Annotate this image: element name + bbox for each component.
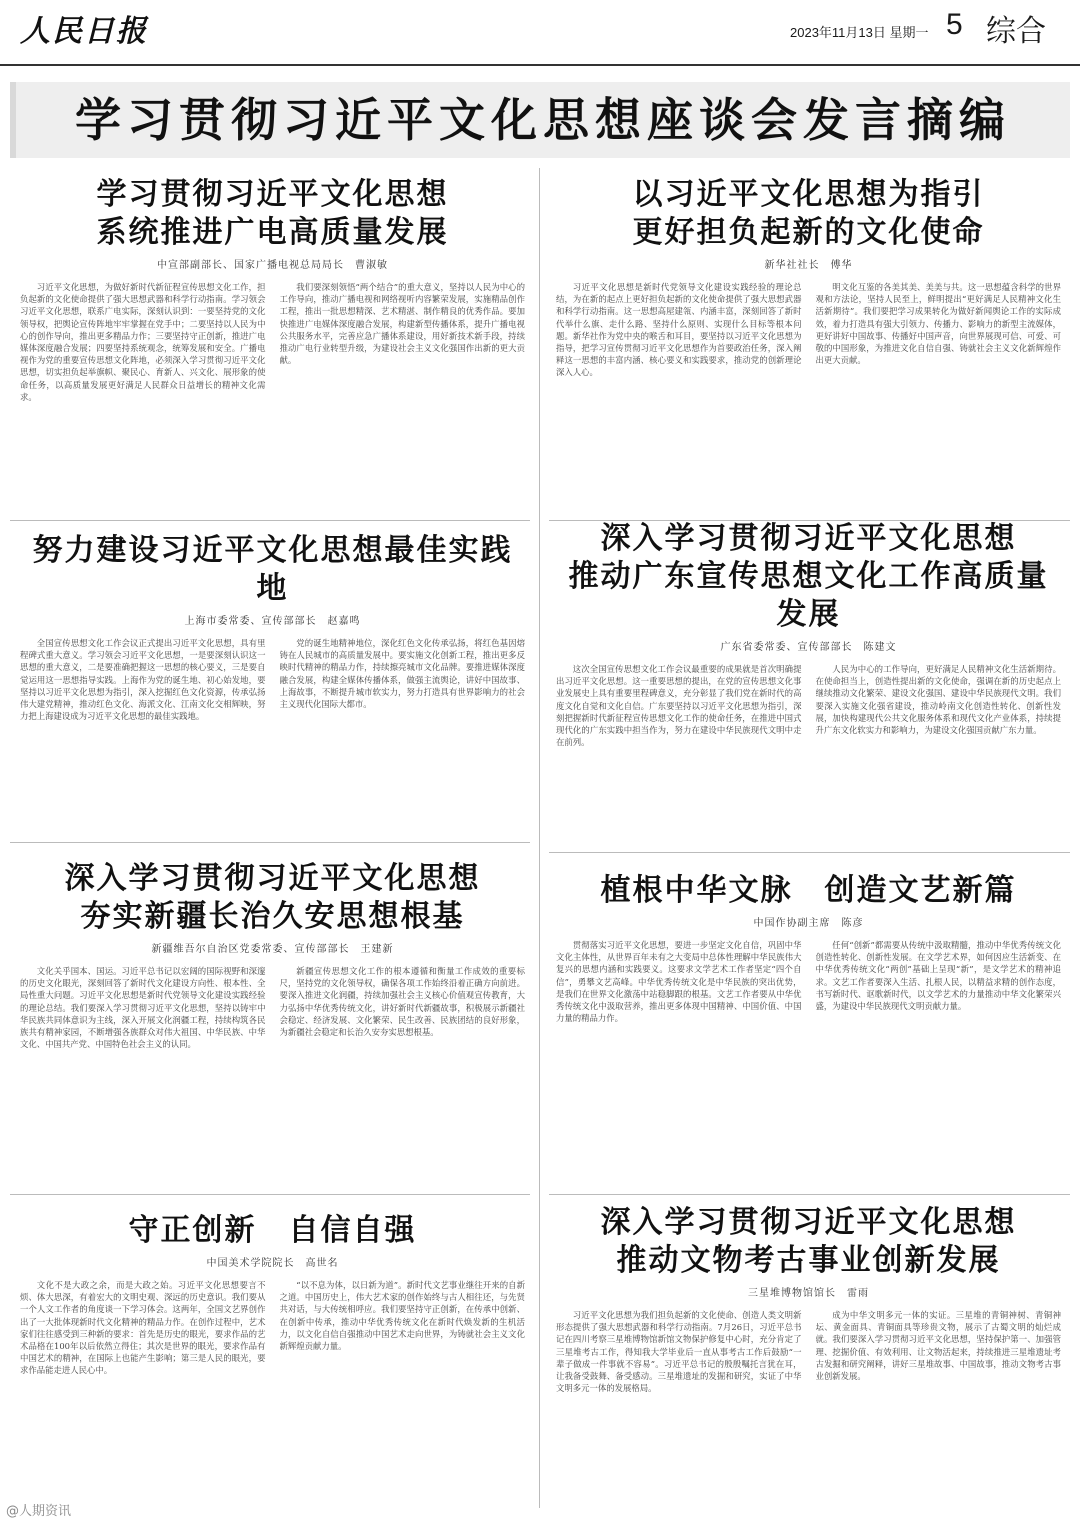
article-text: 全国宣传思想文化工作会议正式提出习近平文化思想，具有里程碑式重大意义。学习领会习近平文化思想，一是要深刻认识这一思想的重大意义，二是要准确把握这一思想的核心要义，三是要自觉运用这一思想指导实践。上海作为党的诞生地、初心始发地，要坚持以习近平文化思想为指引，深入挖掘红色文化资源，传承弘扬伟大建党精神，推动红色文化、海派文化、江南文化交相辉映，努力把上海建设成为习近平文化思想的最佳实践地。 [20, 638, 266, 722]
article-xinhua [556, 176, 1061, 510]
article-title-line2: 更好担负起新的文化使命 [632, 215, 985, 250]
banner-title: 学习贯彻习近平文化思想座谈会发言摘编 [75, 93, 1011, 147]
article-zuoxie [556, 872, 1061, 1184]
article-text: 我们要深刻领悟“两个结合”的重大意义，坚持以人民为中心的工作导向，推动广播电视和网络视听内容繁荣发展，实施精品创作工程，推出一批思想精深、艺术精湛、制作精良的优秀作品。要加快推进广电媒体深度融合发展，构建新型传播体系，提升广播电视公共服务水平，完善应急广播体系建设，用好新技术新手段，持续推动广电行业转型升级，为建设社会主义文化强国作出新的更大贡献。 [279, 282, 525, 366]
article-text: 明文化互鉴的各美其美、美美与共。这一思想蕴含科学的世界观和方法论，坚持人民至上，鲜明提出“更好满足人民精神文化生活新期待”。我们要把学习成果转化为做好新闻舆论工作的实际成效，着力打造具有强大引领力、传播力、影响力的新型主流媒体，更好讲好中国故事、传播好中国声音，向世界展现可信、可爱、可敬的中国形象，为推进文化自信自强、铸就社会主义文化新辉煌作出更大贡献。 [815, 282, 1061, 366]
article-byline: 三星堆博物馆馆长 雷雨 [748, 1288, 869, 1299]
article-text: 新疆宣传思想文化工作的根本遵循和衡量工作成效的重要标尺，坚持党的文化领导权，确保各项工作始终沿着正确方向前进。要深入推进文化润疆，持续加强社会主义核心价值观宣传教育，大力弘扬中华优秀传统文化，讲好新时代新疆故事，积极展示新疆社会稳定、经济发展、文化繁荣、民生改善、民族团结的良好形象，为新疆社会稳定和长治久安夯实思想根基。 [279, 966, 525, 1038]
article-title-line2: 夯实新疆长治久安思想根基 [80, 899, 465, 934]
article-shanghai [20, 532, 525, 832]
section-divider [549, 1194, 1070, 1195]
article-byline: 新华社社长 傅华 [764, 260, 853, 271]
article-text: 这次全国宣传思想文化工作会议最重要的成果就是首次明确提出习近平文化思想。这一重要思想的提出，在党的宣传思想文化事业发展史上具有重要里程碑意义，充分彰显了我们党在新时代的高度文化自觉和文化自信。广东要坚持以习近平文化思想为指引，深刻把握新时代新征程宣传思想文化工作的使命任务，在推进中国式现代化的广东实践中担当作为，努力在建设中华民族现代文明中走在前列。 [556, 664, 802, 748]
article-byline: 中国美术学院院长 高世名 [206, 1258, 339, 1269]
article-title-line1: 以习近平文化思想为指引 [632, 177, 985, 212]
article-title-line1: 守正创新 自信自强 [128, 1213, 417, 1248]
article-text: “以不息为体，以日新为道”。新时代文艺事业继往开来的自新之道。中国历史上，伟大艺术家的创作始终与古人相往还，与先贤共对话，与大传统相呼应。我们要坚持守正创新，在传承中创新、在创新中传承，推动中华优秀传统文化在新时代焕发新的生机活力，以文化自信自强推动中国艺术走向世界，为铸就社会主义文化新辉煌贡献力量。 [279, 1280, 525, 1352]
article-text: 任何“创新”都需要从传统中汲取精髓，推动中华优秀传统文化创造性转化、创新性发展。在文学艺术界，如何因应生活新变、在中华优秀传统文化“两创”基础上呈现“新”，是文学艺术的精神追求。文艺工作者要深入生活、扎根人民，以精益求精的创作态度，书写新时代、讴歌新时代，以文学艺术的力量推动中华文化繁荣兴盛，为建设中华民族现代文明贡献力量。 [815, 940, 1061, 1012]
article-sanxingdui [556, 1204, 1061, 1508]
article-title-line2: 推动文物考古事业创新发展 [616, 1243, 1001, 1278]
article-guangdong [556, 520, 1061, 842]
article-title-line1: 深入学习贯彻习近平文化思想 [600, 1205, 1017, 1240]
section-divider [10, 520, 530, 521]
article-xinjiang [20, 860, 525, 1184]
issue-date: 2023年11月13日 星期一 [790, 25, 929, 40]
page-banner [10, 82, 1070, 158]
article-byline: 广东省委常委、宣传部部长 陈建文 [720, 642, 897, 653]
article-title-line1: 植根中华文脉 创造文艺新篇 [600, 873, 1017, 908]
article-text: 文化不是大政之余，而是大政之始。习近平文化思想要言不烦、体大思深，有着宏大的文明史观、深远的历史意识。我们要从一个人文工作者的角度谈一下学习体会。这两年，全国文艺界创作出了一大批体现新时代文化精神的精品力作。在创作过程中，艺术家们往往感受到三种新的要求：首先是历史的眼光，要求作品的艺术品格在100年以后依然立得住；其次是世界的眼光，要求作品有中国艺术的精神，在国际上也能产生影响；第三是人民的眼光，要求作品能走进人民心中。 [20, 1280, 266, 1376]
article-text: 习近平文化思想，为做好新时代新征程宣传思想文化工作，担负起新的文化使命提供了强大思想武器和科学行动指南。学习领会习近平文化思想，联系广电实际，深刻认识到：一要坚持党的文化领导权，把舆论宣传阵地牢牢掌握在党手中；二要坚持以人民为中心的创作导向，推出更多精品力作；三要坚持守正创新，推进广电媒体深度融合发展；四要坚持系统观念，统筹发展和安全。广播电视作为党的重要宣传思想文化阵地，必须深入学习贯彻习近平文化思想，切实担负起举旗帜、聚民心、育新人、兴文化、展形象的使命任务，以高质量发展更好满足人民群众日益增长的精神文化需求。 [20, 282, 266, 402]
article-title-line1: 深入学习贯彻习近平文化思想 [600, 521, 1017, 556]
article-title-line2: 系统推进广电高质量发展 [96, 215, 449, 250]
article-text: 党的诞生地精神地位，深化红色文化传承弘扬，将红色基因熔铸在人民城市的高质量发展中。要实施文化创新工程，推出更多反映时代精神的精品力作，持续擦亮城市文化品牌。要推进媒体深度融合发展，构建全媒体传播体系，做强主流舆论，讲好中国故事、上海故事，不断提升城市软实力，努力打造具有世界影响力的社会主义现代化国际大都市。 [279, 638, 525, 710]
article-title-line1: 努力建设习近平文化思想最佳实践地 [32, 533, 513, 606]
masthead [0, 0, 1080, 66]
article-byline: 中国作协副主席 陈彦 [753, 918, 864, 929]
article-byline: 中宣部副部长、国家广播电视总局局长 曹淑敏 [157, 260, 388, 271]
article-byline: 新疆维吾尔自治区党委常委、宣传部部长 王建新 [151, 944, 394, 955]
article-text: 人民为中心的工作导向，更好满足人民精神文化生活新期待。在使命担当上，创造性提出新的文化使命，强调在新的历史起点上继续推动文化繁荣、建设文化强国、建设中华民族现代文明。我们要深入实施文化强省建设，推动岭南文化创造性转化、创新性发展，加快构建现代公共文化服务体系和现代文化产业体系，持续提升广东文化软实力和影响力，为建设文化强国贡献广东力量。 [815, 664, 1061, 736]
article-byline: 上海市委常委、宣传部部长 赵嘉鸣 [184, 616, 361, 627]
source-watermark: @人期资讯 [6, 1504, 72, 1519]
article-guangdian [20, 176, 525, 510]
article-text: 贯彻落实习近平文化思想，要进一步坚定文化自信，巩固中华文化主体性，从世界百年未有之大变局中总体性理解中华民族伟大复兴的思想内涵和实践要义。这要求文学艺术工作者坚定“四个自信”，勇攀文艺高峰。中华优秀传统文化是中华民族的突出优势，是我们在世界文化激荡中站稳脚跟的根基。文艺工作者要从中华优秀传统文化中汲取营养，推出更多体现中国精神、中国价值、中国力量的精品力作。 [556, 940, 802, 1024]
article-title-line2: 推动广东宣传思想文化工作高质量发展 [568, 559, 1049, 632]
article-title-line1: 学习贯彻习近平文化思想 [96, 177, 449, 212]
article-text: 习近平文化思想为我们担负起新的文化使命、创造人类文明新形态提供了强大思想武器和科学行动指南。7月26日，习近平总书记在四川考察三星堆博物馆新馆文物保护修复中心时，充分肯定了三星堆考古工作，得知我大学毕业后一直从事考古工作后鼓励“一辈子做成一件事就不容易”。习近平总书记的殷殷嘱托言犹在耳，让我备受鼓舞、备受感动。三星堆遗址的发掘和研究，实证了中华文明多元一体的发展格局。 [556, 1310, 802, 1394]
article-text: 成为中华文明多元一体的实证。三星堆的青铜神树、青铜神坛、黄金面具、青铜面具等珍贵文物，展示了古蜀文明的灿烂成就。我们要深入学习贯彻习近平文化思想，坚持保护第一、加强管理、挖掘价值、有效利用、让文物活起来，持续推进三星堆遗址考古发掘和研究阐释，讲好三星堆故事、中国故事，推动文物考古事业创新发展。 [815, 1310, 1061, 1382]
section-divider [10, 1194, 530, 1195]
page-number: 5 [946, 8, 963, 41]
newspaper-logo: 人民日报 [20, 14, 148, 49]
article-title-line1: 深入学习贯彻习近平文化思想 [64, 861, 481, 896]
column-divider [539, 168, 540, 1508]
article-text: 文化关乎国本、国运。习近平总书记以宏阔的国际视野和深邃的历史文化眼光，深刻回答了新时代文化建设方向性、根本性、全局性重大问题。习近平文化思想是新时代党领导文化建设实践经验的理论总结。我们要深入学习贯彻习近平文化思想，坚持以铸牢中华民族共同体意识为主线，深入开展文化润疆工程，持续构筑各民族共有精神家园，不断增强各族群众对伟大祖国、中华民族、中华文化、中国共产党、中国特色社会主义的认同。 [20, 966, 266, 1050]
section-name: 综合 [986, 14, 1046, 49]
article-meiyuan [20, 1212, 525, 1498]
article-text: 习近平文化思想是新时代党领导文化建设实践经验的理论总结，为在新的起点上更好担负起新的文化使命提供了强大思想武器和科学行动指南。这一思想高屋建瓴、内涵丰富，深刻回答了新时代举什么旗、走什么路、坚持什么原则、实现什么目标等根本问题。新华社作为党中央的喉舌和耳目，要坚持以习近平文化思想为指导，把学习宣传贯彻习近平文化思想作为首要政治任务，深入阐释这一思想的丰富内涵、核心要义和实践要求，推动党的创新理论深入人心。 [556, 282, 802, 378]
